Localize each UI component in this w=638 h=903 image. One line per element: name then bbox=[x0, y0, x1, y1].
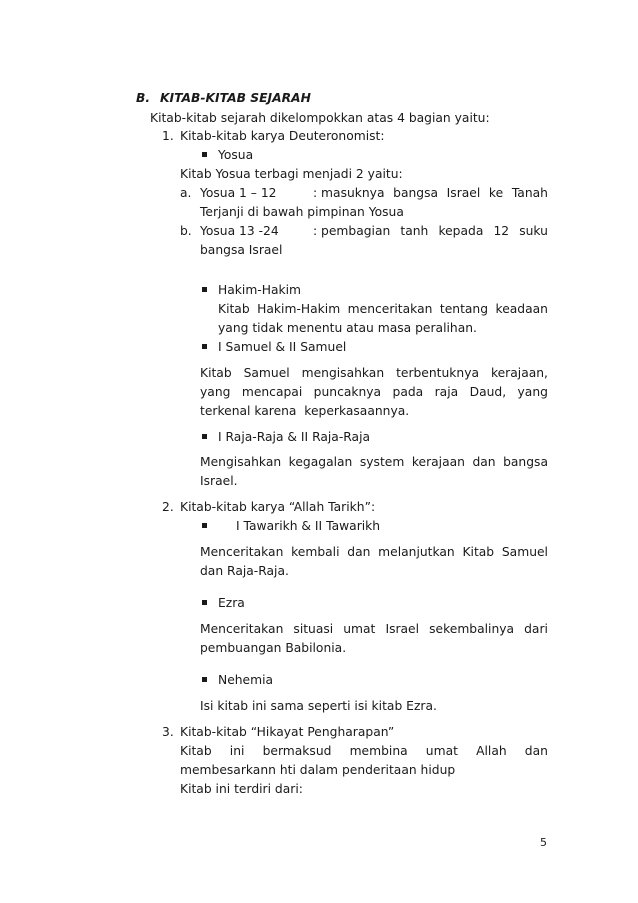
raja-line1: Mengisahkan kegagalan system kerajaan dan bangsa bbox=[200, 455, 548, 469]
group2-heading: Kitab-kitab karya “Allah Tarikh”: bbox=[180, 500, 376, 514]
nehemia-line1: Isi kitab ini sama seperti isi kitab Ezra. bbox=[200, 699, 437, 713]
sub-b-range: Yosua 13 -24 bbox=[200, 224, 279, 238]
tawarikh-line1: Menceritakan kembali dan melanjutkan Kitab Samuel bbox=[200, 545, 548, 559]
group3-line1: Kitab ini bermaksud membina umat Allah dan bbox=[180, 744, 548, 758]
bullet-square-icon bbox=[202, 152, 207, 157]
ezra-line2: pembuangan Babilonia. bbox=[200, 641, 347, 655]
bullet-samuel: I Samuel & II Samuel bbox=[218, 340, 347, 354]
hakim-line1: Kitab Hakim-Hakim menceritakan tentang keadaan bbox=[218, 302, 548, 316]
sub-a-letter: a. bbox=[180, 186, 192, 200]
bullet-square-icon bbox=[202, 344, 207, 349]
sub-a-line2: Terjanji di bawah pimpinan Yosua bbox=[200, 205, 404, 219]
group1-heading: Kitab-kitab karya Deuteronomist: bbox=[180, 129, 385, 143]
group3-line2: membesarkann hti dalam penderitaan hidup bbox=[180, 763, 456, 777]
ezra-line1: Menceritakan situasi umat Israel sekembalinya dari bbox=[200, 622, 548, 636]
bullet-square-icon bbox=[202, 434, 207, 439]
samuel-line3: terkenal karena keperkasaannya. bbox=[200, 404, 410, 418]
bullet-hakim: Hakim-Hakim bbox=[218, 283, 302, 297]
bullet-square-icon bbox=[202, 677, 207, 682]
sub-b-letter: b. bbox=[180, 224, 192, 238]
bullet-raja: I Raja-Raja & II Raja-Raja bbox=[218, 430, 371, 444]
bullet-square-icon bbox=[202, 523, 207, 528]
raja-line2: Israel. bbox=[200, 474, 238, 488]
bullet-square-icon bbox=[202, 600, 207, 605]
sub-b-desc: : pembagian tanh kepada 12 suku bbox=[313, 224, 548, 238]
section-intro: Kitab-kitab sejarah dikelompokkan atas 4 bagian yaitu: bbox=[150, 111, 490, 125]
group2-number: 2. bbox=[162, 500, 174, 514]
hakim-line2: yang tidak menentu atau masa peralihan. bbox=[218, 321, 477, 335]
group3-number: 3. bbox=[162, 725, 174, 739]
bullet-tawarikh: I Tawarikh & II Tawarikh bbox=[236, 519, 381, 533]
bullet-yosua: Yosua bbox=[218, 148, 254, 162]
sub-b-line2: bangsa Israel bbox=[200, 243, 283, 257]
group3-heading: Kitab-kitab “Hikayat Pengharapan” bbox=[180, 725, 395, 739]
samuel-line1: Kitab Samuel mengisahkan terbentuknya kerajaan, bbox=[200, 366, 548, 380]
page-number: 5 bbox=[540, 836, 547, 849]
sub-a-range: Yosua 1 – 12 bbox=[200, 186, 277, 200]
section-letter: B. bbox=[136, 91, 151, 105]
tawarikh-line2: dan Raja-Raja. bbox=[200, 564, 289, 578]
group3-line3: Kitab ini terdiri dari: bbox=[180, 782, 303, 796]
samuel-line2: yang mencapai puncaknya pada raja Daud, yang bbox=[200, 385, 548, 399]
bullet-square-icon bbox=[202, 287, 207, 292]
group1-number: 1. bbox=[162, 129, 174, 143]
bullet-nehemia: Nehemia bbox=[218, 673, 274, 687]
section-title: KITAB-KITAB SEJARAH bbox=[160, 91, 311, 105]
yosua-intro: Kitab Yosua terbagi menjadi 2 yaitu: bbox=[180, 167, 403, 181]
bullet-ezra: Ezra bbox=[218, 596, 245, 610]
sub-a-desc: : masuknya bangsa Israel ke Tanah bbox=[313, 186, 548, 200]
